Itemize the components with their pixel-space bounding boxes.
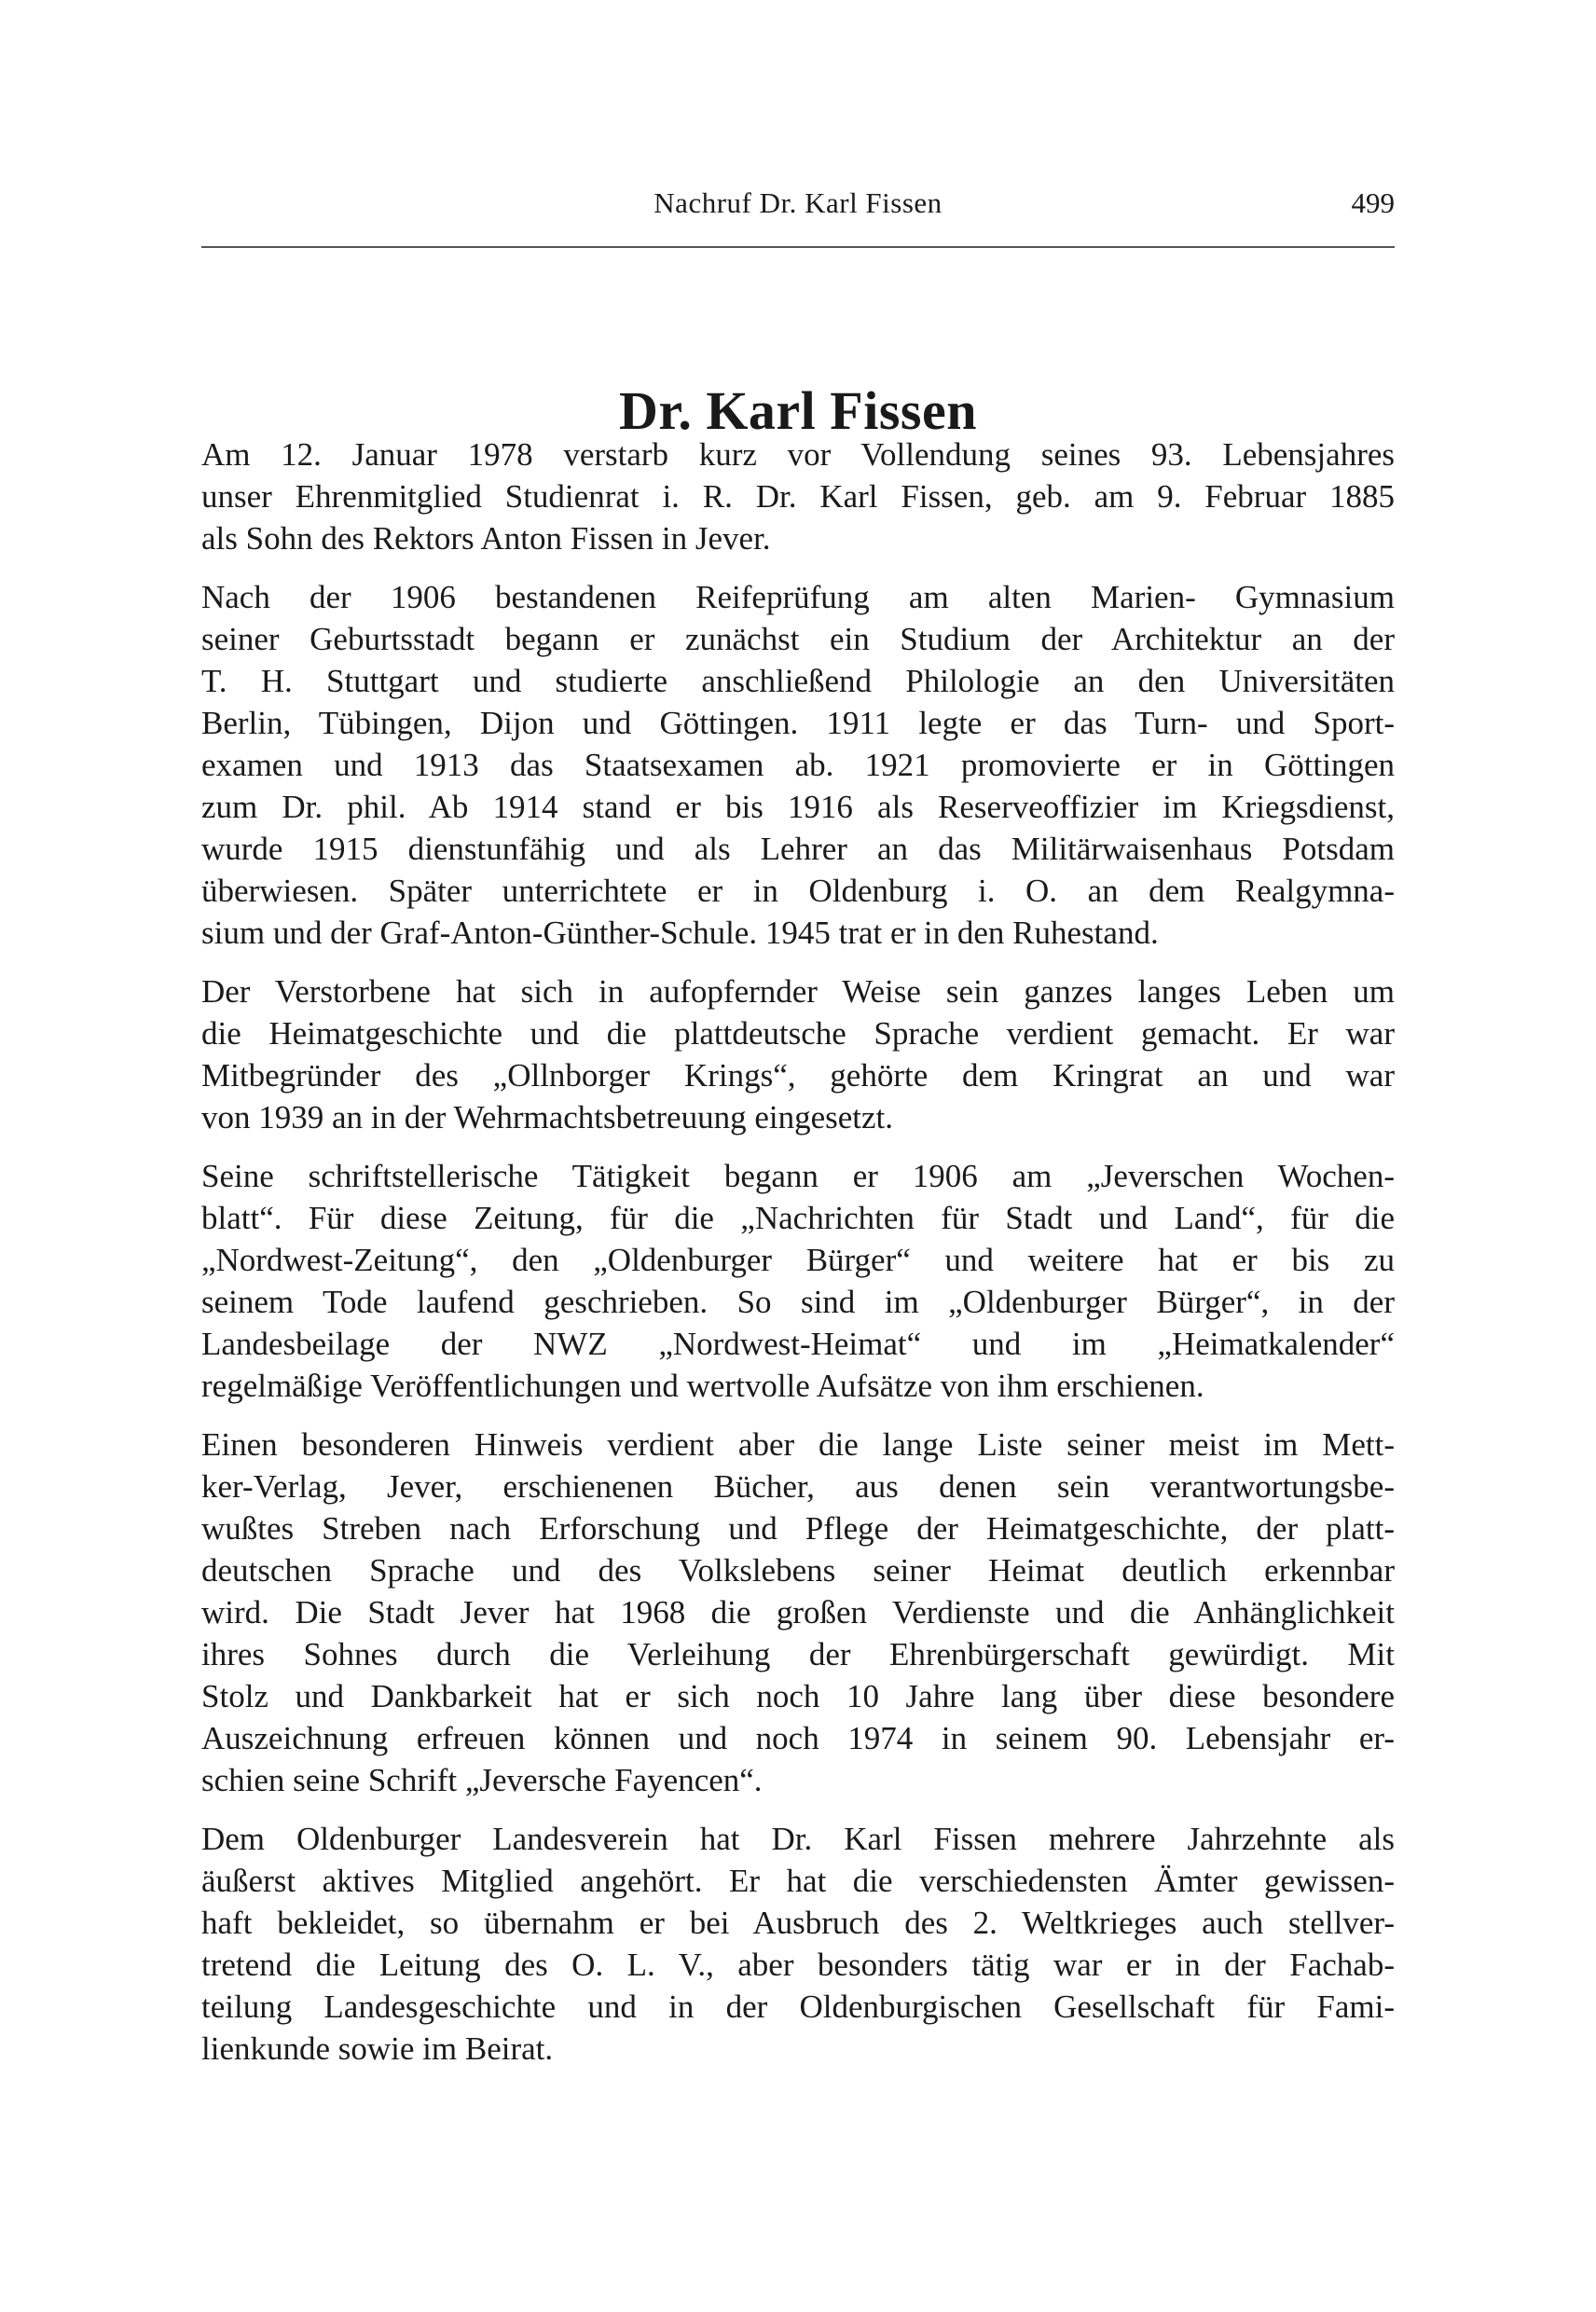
paragraph bbox=[201, 1424, 1395, 1801]
text-line: ker-Verlag, Jever, erschienenen Bücher, aus denen sein verantwortungsbe- bbox=[201, 1468, 1395, 1505]
running-header bbox=[201, 186, 1395, 252]
text-line: Landesbeilage der NWZ „Nordwest-Heimat“ und im „Heimatkalender“ bbox=[201, 1326, 1395, 1362]
paragraph bbox=[201, 1818, 1395, 2070]
running-title: Nachruf Dr. Karl Fissen bbox=[654, 186, 942, 219]
text-line: Nach der 1906 bestandenen Reifeprüfung am alten Marien- Gymnasium bbox=[201, 579, 1395, 615]
text-line: zum Dr. phil. Ab 1914 stand er bis 1916 als Reserveoffizier im Kriegsdienst, bbox=[201, 789, 1395, 825]
text-line: Der Verstorbene hat sich in aufopfernder Weise sein ganzes langes Leben um bbox=[201, 973, 1395, 1010]
text-line: wird. Die Stadt Jever hat 1968 die großen Verdienste und die Anhänglichkeit bbox=[201, 1594, 1395, 1631]
text-line: ihres Sohnes durch die Verleihung der Ehrenbürgerschaft gewürdigt. Mit bbox=[201, 1636, 1395, 1672]
text-line: examen und 1913 das Staatsexamen ab. 1921 promovierte er in Göttingen bbox=[201, 747, 1395, 783]
text-line: seiner Geburtsstadt begann er zunächst ein Studium der Architektur an der bbox=[201, 621, 1395, 657]
text-line: Mitbegründer des „Ollnborger Krings“, gehörte dem Kringrat an und war bbox=[201, 1057, 1395, 1094]
text-line: überwiesen. Später unterrichtete er in Oldenburg i. O. an dem Realgymna- bbox=[201, 873, 1395, 909]
paragraph bbox=[201, 1155, 1395, 1407]
text-line: äußerst aktives Mitglied angehört. Er hat die verschiedensten Ämter gewissen- bbox=[201, 1863, 1395, 1899]
text-line: Berlin, Tübingen, Dijon und Göttingen. 1911 legte er das Turn- und Sport- bbox=[201, 705, 1395, 741]
text-line: „Nordwest-Zeitung“, den „Oldenburger Bürger“ und weitere hat er bis zu bbox=[201, 1242, 1395, 1278]
text-line: lienkunde sowie im Beirat. bbox=[201, 2030, 554, 2067]
text-line: sium und der Graf-Anton-Günther-Schule. 1945 trat er in den Ruhestand. bbox=[201, 915, 1159, 951]
text-line: haft bekleidet, so übernahm er bei Ausbruch des 2. Weltkrieges auch stellver- bbox=[201, 1905, 1395, 1941]
text-line: blatt“. Für diese Zeitung, für die „Nachrichten für Stadt und Land“, für die bbox=[201, 1200, 1395, 1236]
text-line: Seine schriftstellerische Tätigkeit begann er 1906 am „Jeverschen Wochen- bbox=[201, 1158, 1395, 1194]
article-body bbox=[201, 434, 1395, 2086]
text-line: von 1939 an in der Wehrmachtsbetreuung eingesetzt. bbox=[201, 1099, 894, 1135]
text-line: teilung Landesgeschichte und in der Oldenburgischen Gesellschaft für Fami- bbox=[201, 1989, 1395, 2025]
paragraph bbox=[201, 970, 1395, 1138]
text-line: Einen besonderen Hinweis verdient aber die lange Liste seiner meist im Mett- bbox=[201, 1426, 1395, 1463]
text-line: wußtes Streben nach Erforschung und Pflege der Heimatgeschichte, der platt- bbox=[201, 1510, 1395, 1547]
page-number: 499 bbox=[1351, 186, 1395, 219]
paragraph bbox=[201, 576, 1395, 954]
text-line: Am 12. Januar 1978 verstarb kurz vor Vollendung seines 93. Lebensjahres bbox=[201, 436, 1395, 473]
text-line: als Sohn des Rektors Anton Fissen in Jever. bbox=[201, 520, 771, 557]
text-line: schien seine Schrift „Jeversche Fayencen“. bbox=[201, 1762, 763, 1798]
article-title: Dr. Karl Fissen bbox=[619, 379, 977, 441]
text-line: tretend die Leitung des O. L. V., aber besonders tätig war er in der Fachab- bbox=[201, 1947, 1395, 1983]
text-line: regelmäßige Veröffentlichungen und wertvolle Aufsätze von ihm erschienen. bbox=[201, 1368, 1204, 1404]
text-line: Dem Oldenburger Landesverein hat Dr. Karl Fissen mehrere Jahrzehnte als bbox=[201, 1821, 1395, 1857]
paragraph bbox=[201, 434, 1395, 559]
text-line: wurde 1915 dienstunfähig und als Lehrer an das Militärwaisenhaus Potsdam bbox=[201, 831, 1395, 867]
text-line: T. H. Stuttgart und studierte anschließend Philologie an den Universitäten bbox=[201, 663, 1395, 699]
text-line: die Heimatgeschichte und die plattdeutsche Sprache verdient gemacht. Er war bbox=[201, 1015, 1395, 1052]
text-line: Stolz und Dankbarkeit hat er sich noch 10 Jahre lang über diese besondere bbox=[201, 1678, 1395, 1714]
text-line: unser Ehrenmitglied Studienrat i. R. Dr. Karl Fissen, geb. am 9. Februar 1885 bbox=[201, 478, 1395, 515]
text-line: seinem Tode laufend geschrieben. So sind im „Oldenburger Bürger“, in der bbox=[201, 1284, 1395, 1320]
header-rule bbox=[201, 246, 1395, 248]
text-line: Auszeichnung erfreuen können und noch 1974 in seinem 90. Lebensjahr er- bbox=[201, 1720, 1395, 1756]
text-line: deutschen Sprache und des Volkslebens seiner Heimat deutlich erkennbar bbox=[201, 1552, 1395, 1589]
